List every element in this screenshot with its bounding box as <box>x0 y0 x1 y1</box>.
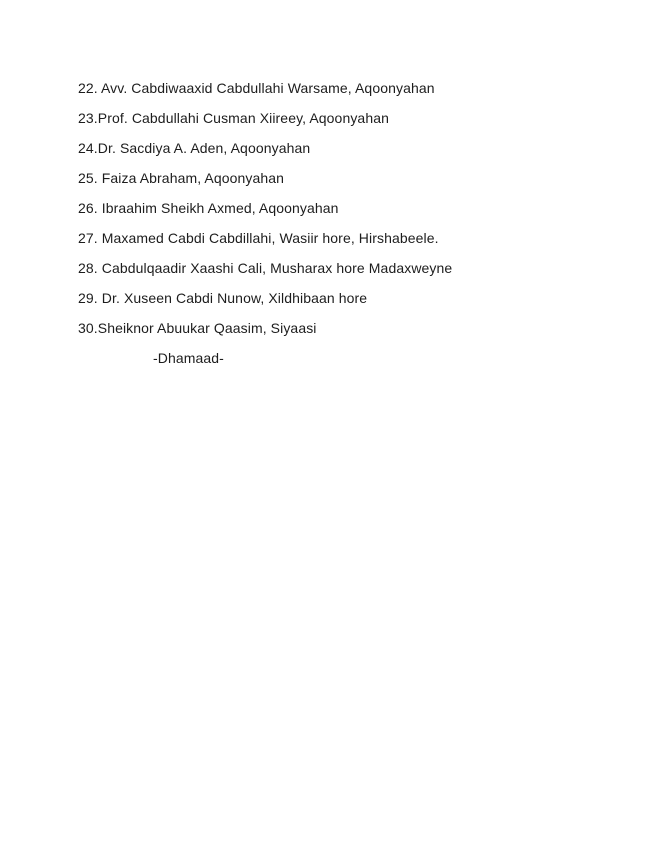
list-item <box>78 103 618 133</box>
item-text: Cabdulqaadir Xaashi Cali, Musharax hore Madaxweyne <box>101 260 453 276</box>
item-number: 23. <box>78 110 98 126</box>
end-marker: -Dhamaad- <box>153 350 224 366</box>
item-number: 29. <box>78 290 102 306</box>
item-text: Sheiknor Abuukar Qaasim, Siyaasi <box>97 320 317 336</box>
item-number: 28. <box>78 260 102 276</box>
item-text: Dr. Xuseen Cabdi Nunow, Xildhibaan hore <box>101 290 368 306</box>
item-number: 27. <box>78 230 102 246</box>
item-text: Ibraahim Sheikh Axmed, Aqoonyahan <box>101 200 339 216</box>
list-item <box>78 253 618 283</box>
list-item <box>78 163 618 193</box>
item-text: Faiza Abraham, Aqoonyahan <box>101 170 285 186</box>
item-number: 30. <box>78 320 98 336</box>
list-item <box>78 133 618 163</box>
item-text: Maxamed Cabdi Cabdillahi, Wasiir hore, Hirshabeele. <box>101 230 439 246</box>
item-number: 26. <box>78 200 102 216</box>
name-list <box>78 73 618 373</box>
item-text: Dr. Sacdiya A. Aden, Aqoonyahan <box>97 140 311 156</box>
list-item <box>78 223 618 253</box>
list-item <box>78 283 618 313</box>
item-text: Prof. Cabdullahi Cusman Xiireey, Aqoonyahan <box>97 110 389 126</box>
list-item <box>78 313 618 343</box>
item-number: 24. <box>78 140 98 156</box>
item-number: 22. <box>78 80 101 96</box>
list-item <box>78 73 618 103</box>
item-number: 25. <box>78 170 102 186</box>
list-item <box>78 193 618 223</box>
item-text: Avv. Cabdiwaaxid Cabdullahi Warsame, Aqoonyahan <box>100 80 435 96</box>
